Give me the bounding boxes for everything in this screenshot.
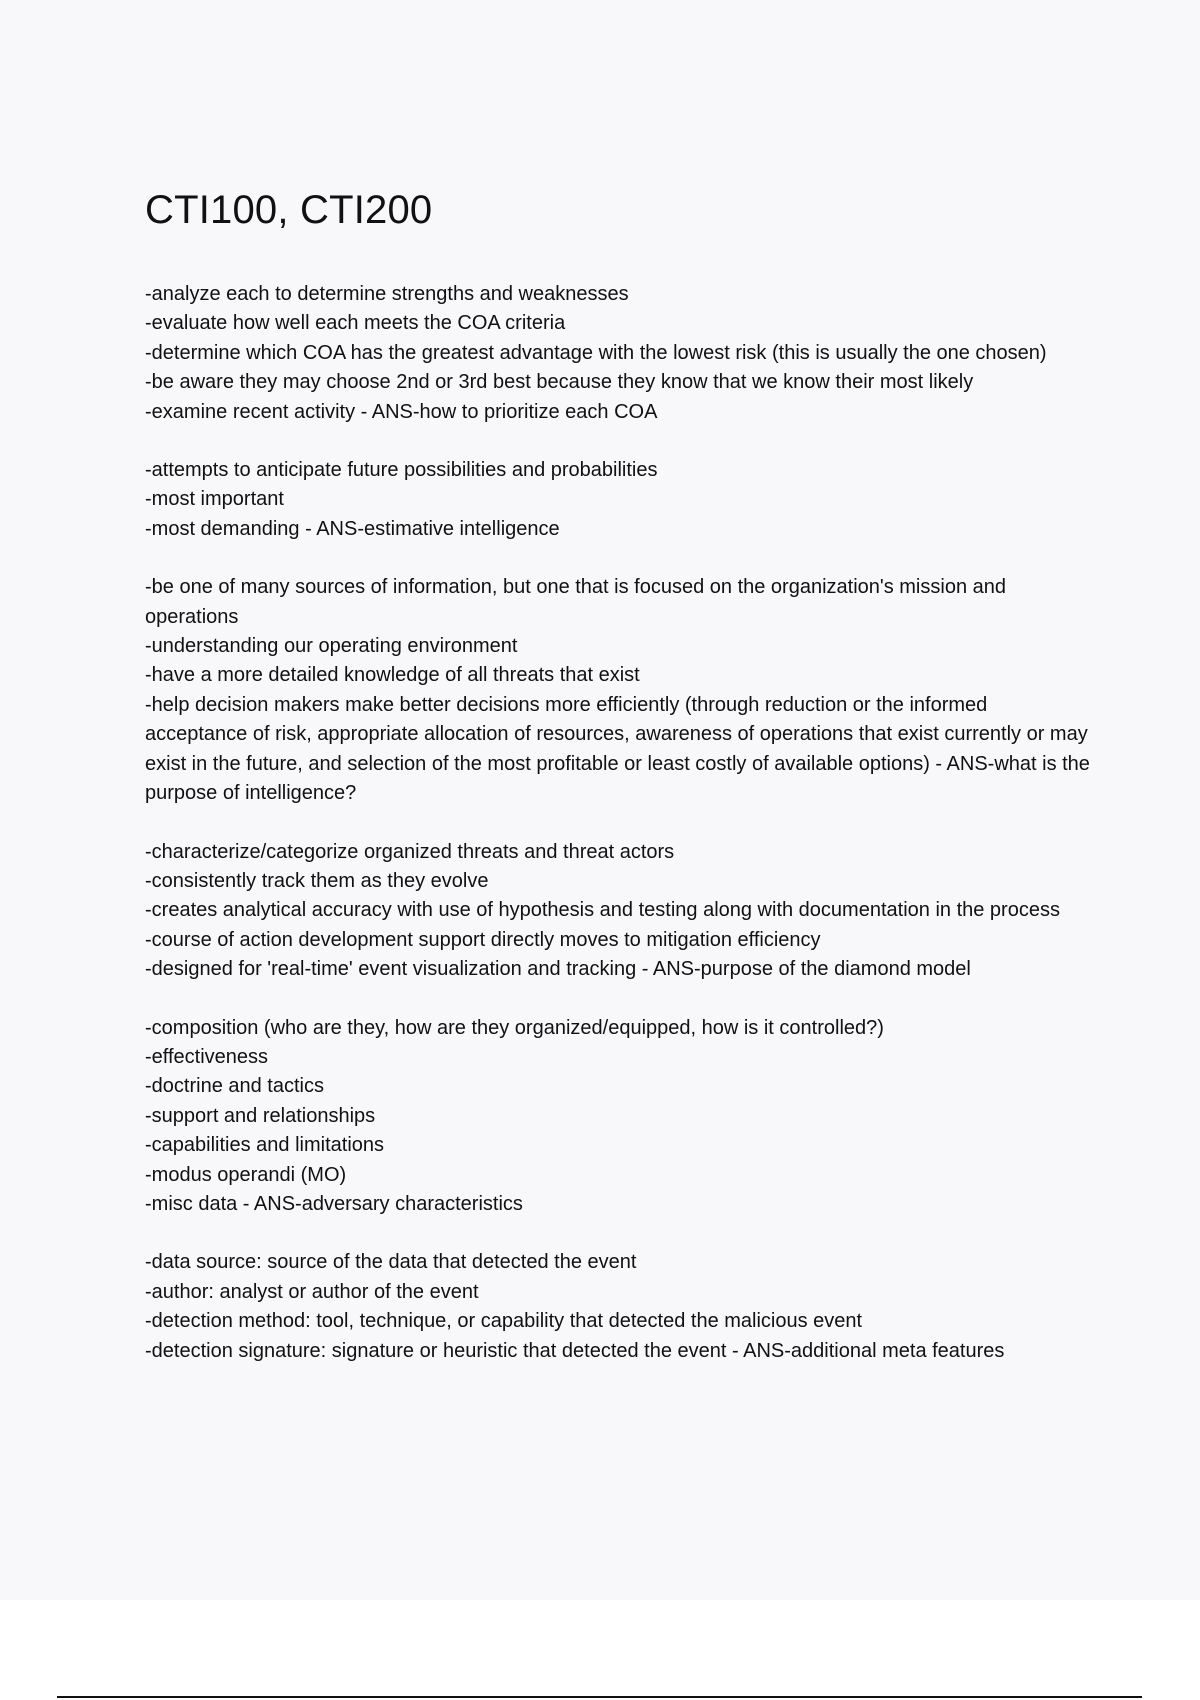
text-line: -composition (who are they, how are they organized/equipped, how is it controlled?) xyxy=(145,1016,884,1039)
text-line: -misc data - ANS-adversary characteristics xyxy=(145,1192,523,1215)
text-line: -examine recent activity - ANS-how to prioritize each COA xyxy=(145,400,658,423)
text-line: -determine which COA has the greatest advantage with the lowest risk (this is usually the one chosen) xyxy=(145,341,1047,364)
text-line: -capabilities and limitations xyxy=(145,1134,385,1157)
paragraph-block-5 xyxy=(145,1014,1090,1220)
text-line: -understanding our operating environment xyxy=(145,635,518,658)
page-title: CTI100, CTI200 xyxy=(145,188,433,232)
text-line: -help decision makers make better decisions more efficiently (through reduction or the informed acceptance of risk, appropriate allocation of resources, awareness of operations that exist currently or may exist in the future, and selection of the most profitable or least costly of available options) - ANS-what is the purpose of intelligence? xyxy=(145,693,1090,805)
text-line: -detection method: tool, technique, or capability that detected the malicious event xyxy=(145,1310,863,1333)
paragraph-block-1 xyxy=(145,280,1090,427)
text-line: -detection signature: signature or heuristic that detected the event - ANS-additional meta features xyxy=(145,1339,1005,1362)
paragraph-block-3 xyxy=(145,573,1090,808)
paragraph-block-6 xyxy=(145,1248,1090,1366)
text-line: -most important xyxy=(145,488,284,511)
text-line: -consistently track them as they evolve xyxy=(145,869,489,892)
paragraph-block-2 xyxy=(145,456,1090,544)
text-line: -data source: source of the data that detected the event xyxy=(145,1251,637,1274)
text-line: -effectiveness xyxy=(145,1045,269,1068)
text-line: -characterize/categorize organized threats and threat actors xyxy=(145,840,675,863)
text-line: -attempts to anticipate future possibilities and probabilities xyxy=(145,459,658,482)
text-line: -modus operandi (MO) xyxy=(145,1163,347,1186)
text-line: -creates analytical accuracy with use of hypothesis and testing along with documentation in the process xyxy=(145,899,1060,922)
text-line: -evaluate how well each meets the COA criteria xyxy=(145,312,566,335)
text-line: -analyze each to determine strengths and weaknesses xyxy=(145,283,629,305)
document-content xyxy=(145,180,1090,1395)
text-line: -support and relationships xyxy=(145,1104,376,1127)
text-line: -be one of many sources of information, but one that is focused on the organization's mission and operations xyxy=(145,576,1006,628)
text-line: -author: analyst or author of the event xyxy=(145,1280,479,1303)
text-line: -have a more detailed knowledge of all threats that exist xyxy=(145,664,640,687)
text-line: -most demanding - ANS-estimative intelligence xyxy=(145,517,560,540)
text-line: -course of action development support directly moves to mitigation efficiency xyxy=(145,928,821,951)
text-line: -designed for 'real-time' event visualization and tracking - ANS-purpose of the diamond model xyxy=(145,958,971,981)
paragraph-block-4 xyxy=(145,838,1090,985)
text-line: -be aware they may choose 2nd or 3rd best because they know that we know their most likely xyxy=(145,371,974,394)
footer-divider xyxy=(57,1696,1142,1698)
text-line: -doctrine and tactics xyxy=(145,1075,324,1098)
